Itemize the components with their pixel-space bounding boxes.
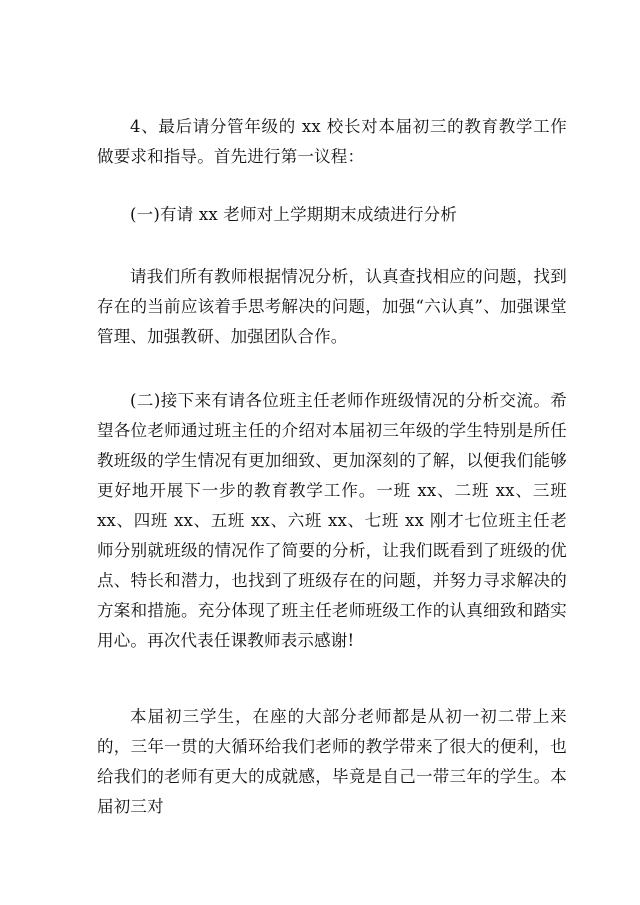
document-body bbox=[97, 112, 567, 822]
paragraph-grade-three-students: 本届初三学生，在座的大部分老师都是从初一初二带上来的，三年一贯的大循环给我们老师的教学带来了很大的便利，也给我们的老师有更大的成就感，毕竟是自己一带三年的学生。本届初三对 bbox=[97, 707, 567, 816]
paragraph-section-one-heading: (一)有请 xx 老师对上学期期末成绩进行分析 bbox=[130, 205, 458, 224]
paragraph-teacher-analysis: 请我们所有教师根据情况分析，认真查找相应的问题，找到存在的当前应该着手思考解决的问题，加强“六认真”、加强课堂管理、加强教研、加强团队合作。 bbox=[97, 267, 567, 346]
paragraph-agenda-intro: 4、最后请分管年级的 xx 校长对本届初三的教育教学工作做要求和指导。首先进行第一议程： bbox=[97, 117, 567, 166]
paragraph-section-two: (二)接下来有请各位班主任老师作班级情况的分析交流。希望各位老师通过班主任的介绍对本届初三年级的学生特别是所任教班级的学生情况有更加细致、更加深刻的了解，以便我们能够更好地开展下一步的教育教学工作。一班 xx、二班 xx、三班 xx、四班 xx、五班 xx、六班 xx、七班 xx 刚才七位班主任老师分别就班级的情况作了简要的分析，让我们既看到了班级的优点、特长和潜力，也找到了班级存在的问题，并努力寻求解决的方案和措施。充分体现了班主任老师班级工作的认真细致和踏实用心。再次代表任课教师表示感谢! bbox=[97, 391, 567, 650]
